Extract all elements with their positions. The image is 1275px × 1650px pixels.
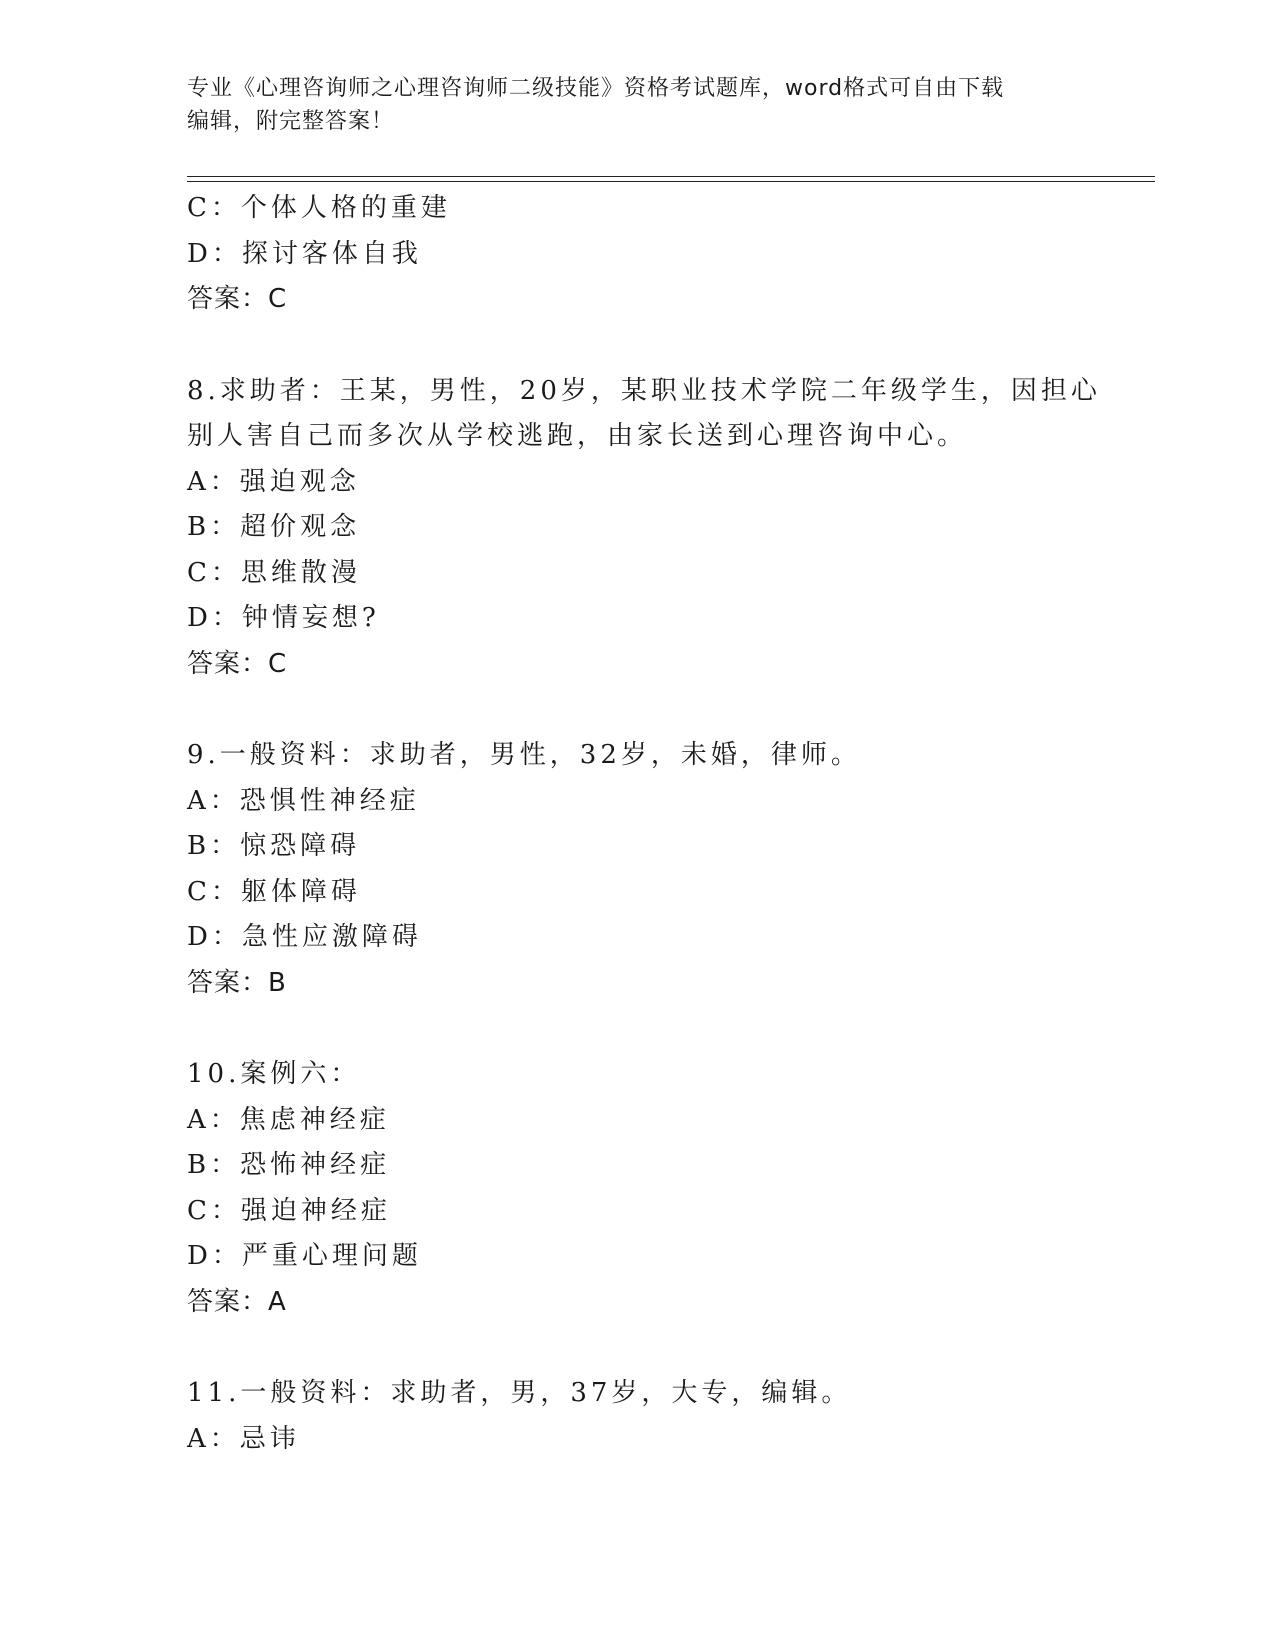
option-d: D：急性应激障碍	[187, 922, 422, 952]
question-10	[187, 1052, 1087, 1325]
document-header	[187, 72, 1077, 138]
option-a: A：强迫观念	[187, 466, 360, 497]
option-d: D：严重心理问题	[187, 1241, 422, 1271]
option-b: B：恐怖神经症	[187, 1150, 391, 1180]
answer-line: 答案：B	[187, 967, 287, 998]
question-stem: 9.一般资料：求助者，男性，32岁，未婚，律师。	[187, 740, 861, 770]
question-11	[187, 1371, 1087, 1462]
spacer	[187, 323, 1087, 369]
question-fragment	[187, 186, 1087, 323]
option-b: B：超价观念	[187, 512, 361, 542]
question-stem: 11.一般资料：求助者，男，37岁，大专，编辑。	[187, 1378, 852, 1408]
question-stem: 8.求助者：王某，男性，20岁，某职业技术学院二年级学生，因担心	[187, 375, 1101, 406]
header-divider	[187, 176, 1155, 182]
option-a: A：恐惧性神经症	[187, 785, 420, 816]
answer-line: 答案：A	[187, 1286, 287, 1317]
option-c: C：个体人格的重建	[187, 193, 451, 223]
header-line-2: 编辑，附完整答案！	[187, 109, 395, 134]
spacer	[187, 1006, 1087, 1052]
option-a: A：焦虑神经症	[187, 1104, 390, 1135]
question-stem: 10.案例六：	[187, 1059, 361, 1089]
question-8	[187, 369, 1101, 688]
spacer	[187, 1325, 1087, 1371]
option-d: D：钟情妄想?	[187, 603, 380, 633]
header-line-1: 专业《心理咨询师之心理咨询师二级技能》资格考试题库，word格式可自由下载	[187, 76, 1005, 101]
option-c: C：躯体障碍	[187, 876, 361, 907]
option-a: A：忌讳	[187, 1423, 300, 1454]
answer-line: 答案：C	[187, 284, 288, 314]
option-c: C：思维散漫	[187, 557, 361, 588]
question-list	[187, 186, 1101, 1462]
option-c: C：强迫神经症	[187, 1195, 391, 1226]
answer-line: 答案：C	[187, 648, 288, 679]
option-b: B：惊恐障碍	[187, 831, 361, 861]
question-stem: 别人害自己而多次从学校逃跑，由家长送到心理咨询中心。	[187, 421, 968, 451]
spacer	[187, 687, 1087, 733]
question-9	[187, 733, 1087, 1006]
option-d: D：探讨客体自我	[187, 238, 422, 269]
